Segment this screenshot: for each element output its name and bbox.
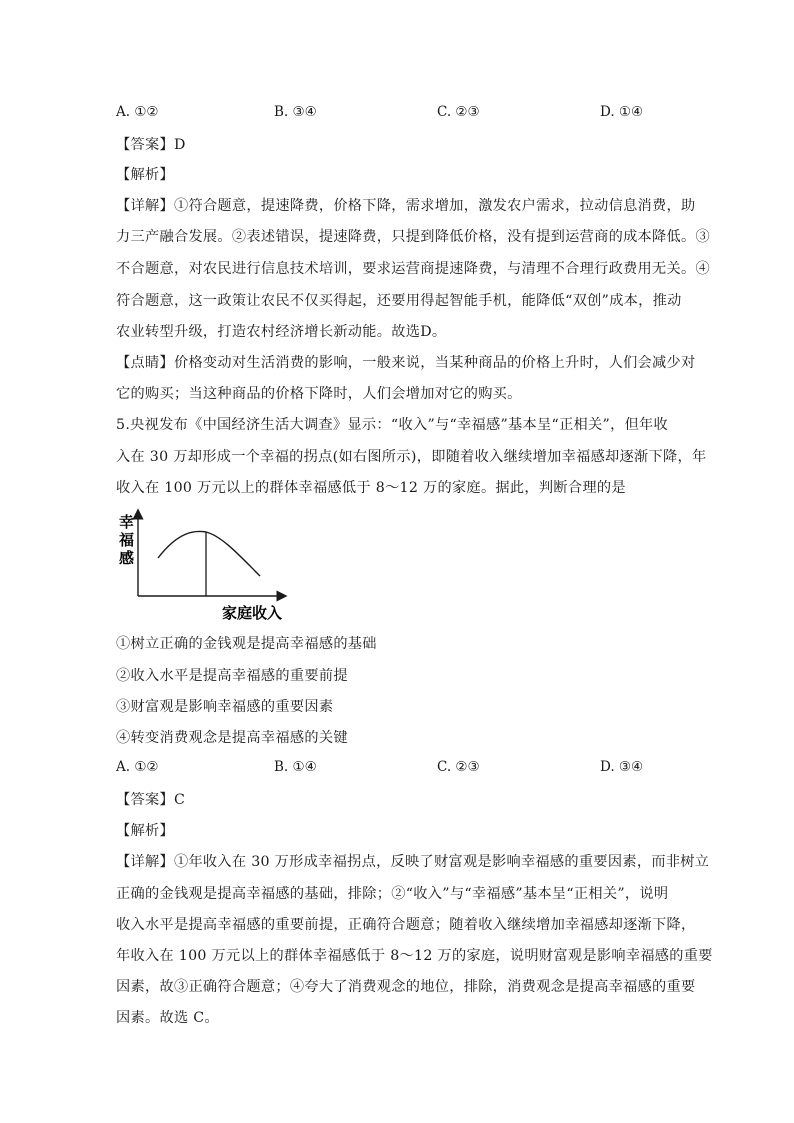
- q5-option-b: B. ①④: [274, 759, 317, 775]
- q5-stem-line: 5.央视发布《中国经济生活大调查》显示：“收入”与“幸福感”基本呈“正相关”，但年收: [116, 417, 669, 433]
- q4-detail-line: 【详解】①符合题意，提速降费，价格下降，需求增加，激发农户需求，拉动信息消费，助: [116, 198, 696, 214]
- q5-option-d: D. ③④: [600, 759, 644, 775]
- q5-statement: ③财富观是影响幸福感的重要因素: [116, 699, 334, 715]
- q5-detail-line: 收入水平是提高幸福感的重要前提，正确符合题意；随着收入继续增加幸福感却逐渐下降，: [116, 917, 696, 933]
- q5-detail-line: 【详解】①年收入在 30 万形成幸福拐点，反映了财富观是影响幸福感的重要因素，而非树立: [116, 854, 710, 870]
- q5-detail-line: 因素，故③正确符合题意；④夸大了消费观念的地位，排除，消费观念是提高幸福感的重要: [116, 979, 696, 995]
- q5-detail-line: 年收入在 100 万元以上的群体幸福感低于 8～12 万的家庭，说明财富观是影响幸福感的重要: [116, 948, 713, 964]
- q4-tip-line: 【点睛】价格变动对生活消费的影响，一般来说，当某种商品的价格上升时，人们会减少对: [116, 355, 696, 371]
- q4-option-a: A. ①②: [116, 104, 159, 120]
- q4-detail-line: 农业转型升级，打造农村经济增长新动能。故选D。: [116, 324, 447, 340]
- y-axis-label-char: 福: [119, 531, 135, 549]
- q4-tip-line: 它的购买；当这种商品的价格下降时，人们会增加对它的购买。: [116, 386, 522, 402]
- q5-statement: ①树立正确的金钱观是提高幸福感的基础: [116, 636, 377, 652]
- q4-option-b: B. ③④: [274, 104, 317, 120]
- q4-analysis-label: 【解析】: [116, 167, 174, 183]
- q5-option-a: A. ①②: [116, 759, 159, 775]
- y-axis-label-char: 幸: [119, 513, 135, 531]
- happiness-income-diagram: [112, 508, 292, 626]
- q5-statement: ④转变消费观念是提高幸福感的关键: [116, 730, 348, 746]
- y-axis-label-char: 感: [119, 549, 135, 567]
- q5-option-c: C. ②③: [437, 759, 480, 775]
- q4-option-d: D. ①④: [600, 104, 644, 120]
- q4-detail-line: 符合题意，这一政策让农民不仅买得起，还要用得起智能手机，能降低“双创”成本，推动: [116, 293, 682, 309]
- q5-stem-line: 入在 30 万却形成一个幸福的拐点(如右图所示)，即随着收入继续增加幸福感却逐渐下降，年: [116, 449, 707, 465]
- x-axis-label: 家庭收入: [222, 604, 283, 622]
- q5-detail-line: 正确的金钱观是提高幸福感的基础，排除；②“收入”与“幸福感”基本呈“正相关”，说明: [116, 886, 669, 902]
- happiness-curve: [158, 531, 260, 576]
- q5-detail-line: 因素。故选 C。: [116, 1010, 219, 1026]
- q4-detail-line: 不合题意，对农民进行信息技术培训，要求运营商提速降费，与清理不合理行政费用无关。④: [116, 261, 710, 277]
- q4-option-c: C. ②③: [437, 104, 480, 120]
- q5-analysis-label: 【解析】: [116, 823, 174, 839]
- q5-statement: ②收入水平是提高幸福感的重要前提: [116, 668, 348, 684]
- q4-detail-line: 力三产融合发展。②表述错误，提速降费，只提到降低价格，没有提到运营商的成本降低。③: [116, 229, 710, 245]
- q5-stem-line: 收入在 100 万元以上的群体幸福感低于 8～12 万的家庭。据此，判断合理的是: [116, 480, 626, 496]
- q5-answer: 【答案】C: [116, 792, 186, 808]
- q4-answer: 【答案】D: [116, 137, 186, 153]
